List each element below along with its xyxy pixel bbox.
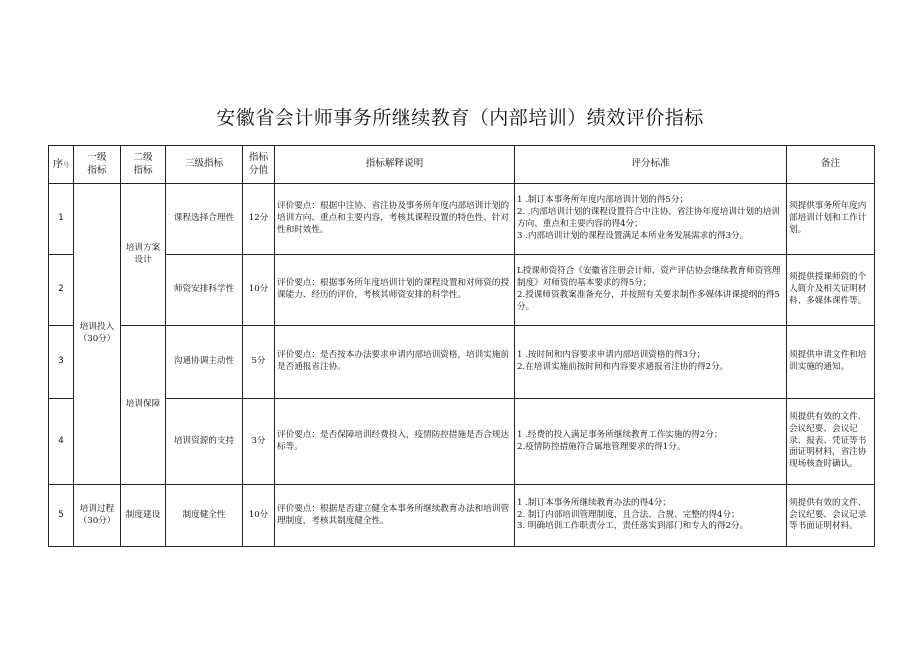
header-criteria: 评分标准 — [515, 146, 787, 184]
row-score: 3分 — [243, 399, 275, 485]
level2-system: 制度建设 — [121, 485, 166, 547]
row-level3: 师资安排科学性 — [166, 255, 243, 326]
row-criteria: 1 .经费的投入满足事务所继续教育工作实施的得2分； 2.疫情防控措施符合属地管理要求的得1分。 — [515, 399, 787, 485]
level1-input: 培训投入 （30分） — [74, 184, 121, 485]
row-score: 10分 — [243, 485, 275, 547]
row-explain: 评价要点：根据事务所年度培训计划的课程设置和对师资的授课能力、经历的评价，考核其师资安排的科学性。 — [275, 255, 515, 326]
table-row — [49, 399, 875, 485]
row-score: 12分 — [243, 184, 275, 255]
row-explain: 评价要点：根据中注协、省注协及事务所年度内部培训计划的培训方向、重点和主要内容，考核其课程设置的特色性、针对性和时效性。 — [275, 184, 515, 255]
row-explain: 评价要点：是否按本办法要求申请内部培训资格，培训实施前是否通报省注协。 — [275, 326, 515, 399]
level1-process: 培训过程 （30分） — [74, 485, 121, 547]
row-criteria: L授课师资符合《安徽省注册会计师、资产评估协会继续教育师资管理制度》对师资的基本要求的得5分； 2.授课师资教案准备充分，并按照有关要求制作多媒体讲课提纲的得5分。 — [515, 255, 787, 326]
header-level2: 二级 指标 — [121, 146, 166, 184]
row-level3: 培训资源的支持 — [166, 399, 243, 485]
header-row — [49, 146, 875, 184]
row-remark: 须提供授课师资的个人简介及相关证明材料、多媒体课件等。 — [787, 255, 875, 326]
row-explain: 评价要点：根据是否建立健全本事务所继续教育办法和培训管理制度，考核其制度健全性。 — [275, 485, 515, 547]
row-seq: 5 — [49, 485, 74, 547]
header-level3: 三级指标 — [166, 146, 243, 184]
row-seq: 2 — [49, 255, 74, 326]
table-row — [49, 184, 875, 255]
row-seq: 4 — [49, 399, 74, 485]
row-criteria: 1 .制订本事务所年度内部培训计划的得5分； 2. .内部培训计划的课程设置符合中注协、省注协年度培训计划的培训方向、重点和主要内容的得4分； 3 .内部培训计划的课程设置满足本所业务发展需求的得3分。 — [515, 184, 787, 255]
row-explain: 评价要点：是否保障培训经费投入，疫情防控措施是否合规达标等。 — [275, 399, 515, 485]
row-level3: 沟通协调主动性 — [166, 326, 243, 399]
row-criteria: 1 .制订本事务所继续教育办法的得4分； 2. 制订内部培训管理制度，且合法、合规、完整的得4分； 3. 明确培训工作职责分工，责任落实到部门和专人的得2分。 — [515, 485, 787, 547]
level2-plan-design: 培训方案 设计 — [121, 184, 166, 326]
row-level3: 制度健全性 — [166, 485, 243, 547]
row-seq: 1 — [49, 184, 74, 255]
row-level3: 课程选择合理性 — [166, 184, 243, 255]
page-title: 安徽省会计师事务所继续教育（内部培训）绩效评价指标 — [216, 107, 704, 129]
header-explain: 指标解释说明 — [275, 146, 515, 184]
header-seq: 序号 — [49, 146, 74, 184]
table-row — [49, 255, 875, 326]
row-remark: 须提供有效的文件、会议纪要、会议记录等书面证明材料。 — [787, 485, 875, 547]
table-row — [49, 326, 875, 399]
row-remark: 须提供事务所年度内部培训计划和工作计划。 — [787, 184, 875, 255]
row-remark: 须提供申请文件和培训实施的通知。 — [787, 326, 875, 399]
header-score: 指标 分值 — [243, 146, 275, 184]
header-remark: 备注 — [787, 146, 875, 184]
row-score: 5分 — [243, 326, 275, 399]
row-score: 10分 — [243, 255, 275, 326]
header-level1: 一级 指标 — [74, 146, 121, 184]
evaluation-table — [48, 145, 875, 547]
row-criteria: 1 .按时间和内容要求申请内部培训资格的得3分； 2.在培训实施前按时间和内容要求通报省注协的得2分。 — [515, 326, 787, 399]
level2-guarantee: 培训保障 — [121, 326, 166, 485]
table-row — [49, 485, 875, 547]
row-remark: 须提供有效的文件、会议纪要、会议记录、报表、凭证等书面证明材料，省注协现场核查时确认。 — [787, 399, 875, 485]
row-seq: 3 — [49, 326, 74, 399]
